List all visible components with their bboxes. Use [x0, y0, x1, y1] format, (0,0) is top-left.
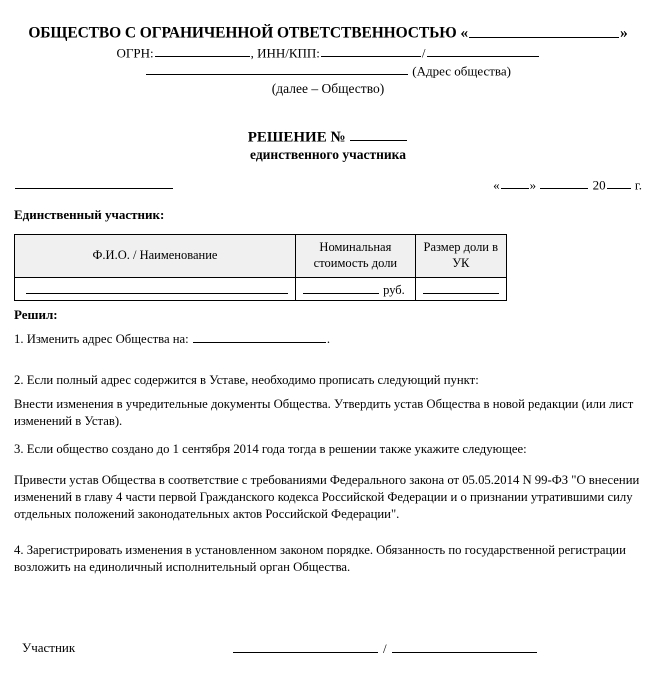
company-name-prefix: ОБЩЕСТВО С ОГРАНИЧЕННОЙ ОТВЕТСТВЕННОСТЬЮ «: [28, 24, 469, 42]
paragraph-3-body: Привести устав Общества в соответствие с требованиями Федерального закона от 05.05.2014 N 99-ФЗ "О внесении изменений в главу 4 части первой Гражданского кодекса Российской Федерации и о признании утратившими силу отдельных положений законодательных актов Российской Федерации".: [14, 473, 640, 521]
participant-section-label: Единственный участник:: [14, 207, 165, 222]
signature-name-blank[interactable]: [392, 640, 537, 653]
decision-number-blank[interactable]: [350, 126, 407, 141]
page-title-text: РЕШЕНИЕ №: [247, 129, 346, 146]
ogrn-blank[interactable]: [155, 44, 250, 57]
date-day-blank[interactable]: [501, 176, 529, 189]
date-year-suffix: г.: [634, 177, 642, 193]
signature-separator: /: [383, 641, 387, 657]
date-month-blank[interactable]: [540, 176, 588, 189]
date-quote-open: «: [493, 177, 500, 193]
table-cell-size[interactable]: [415, 278, 506, 301]
address-line: [0, 62, 656, 79]
nominal-value-field[interactable]: [302, 281, 409, 298]
address-caption: (Адрес общества): [412, 63, 511, 79]
table-header-row: [15, 235, 507, 278]
kpp-blank[interactable]: [427, 44, 539, 57]
participant-name-blank[interactable]: [26, 281, 288, 294]
date-year-blank[interactable]: [607, 176, 631, 189]
signature-label: Участник: [22, 640, 76, 655]
participant-name-field[interactable]: [21, 281, 289, 298]
paragraph-2-body: Внести изменения в учредительные документы Общества. Утвердить устав Общества в новой редакции (или лист изменений в Устав).: [14, 397, 634, 428]
share-table: [14, 234, 507, 301]
company-name-blank[interactable]: [469, 22, 619, 38]
table-cell-name[interactable]: [15, 278, 296, 301]
table-cell-nominal[interactable]: [296, 278, 416, 301]
address-blank[interactable]: [146, 62, 408, 75]
paragraph-2: 2. Если полный адрес содержится в Уставе, необходимо прописать следующий пункт:: [14, 373, 479, 387]
resolved-label: Решил:: [14, 307, 58, 322]
place-blank[interactable]: [15, 176, 173, 189]
date-year-prefix: 20: [592, 177, 606, 193]
signature-blank[interactable]: [233, 640, 378, 653]
inn-kpp-label: , ИНН/КПП:: [250, 45, 320, 61]
ogrn-inn-kpp-line: [0, 44, 656, 61]
company-name-suffix: »: [620, 24, 628, 42]
page-title: [0, 126, 656, 147]
paragraph-4: 4. Зарегистрировать изменения в установленном законом порядке. Обязанность по государственной регистрации возложить на единоличный исполнительный орган Общества.: [14, 543, 626, 574]
inn-kpp-separator: /: [421, 45, 426, 61]
share-size-blank[interactable]: [423, 281, 499, 294]
nominal-unit-label: руб.: [383, 282, 405, 297]
company-title-line: [0, 22, 656, 43]
inn-blank[interactable]: [321, 44, 421, 57]
date-field: [493, 176, 642, 193]
table-row: [15, 278, 507, 301]
page-subtitle: единственного участника: [250, 147, 406, 162]
hereinafter-line: (далее – Общество): [271, 81, 385, 96]
paragraph-1-prefix: 1. Изменить адрес Общества на:: [14, 332, 189, 347]
paragraph-3: 3. Если общество создано до 1 сентября 2014 года тогда в решении также укажите следующее:: [14, 442, 527, 456]
paragraph-1-suffix: .: [326, 332, 331, 347]
table-header-size: Размер доли в УК: [415, 235, 506, 278]
table-header-nominal: Номинальная стоимость доли: [296, 235, 416, 278]
signature-fields: [232, 640, 538, 657]
nominal-value-blank[interactable]: [303, 281, 379, 294]
ogrn-label: ОГРН:: [116, 45, 154, 61]
date-quote-close: »: [529, 177, 537, 193]
table-header-name: Ф.И.О. / Наименование: [15, 235, 296, 278]
new-address-blank[interactable]: [193, 330, 326, 343]
place-field: [14, 176, 174, 193]
paragraph-1: [14, 330, 642, 348]
